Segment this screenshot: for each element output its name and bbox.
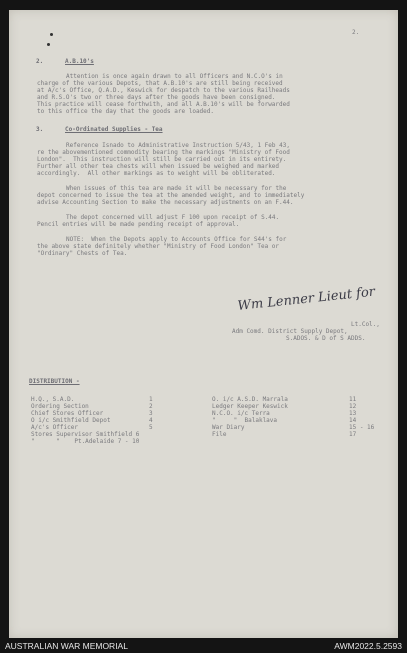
section-3-line: depot concerned to issue the tea at the amended weight, and to immediately [37, 192, 305, 199]
signature-title: Adm Comd. District Supply Depot, [232, 328, 348, 335]
section-3-line: Further all other tea chests will when issued be weighed and marked [37, 163, 280, 170]
section-3-heading: Co-Ordinated Supplies - Tea [65, 126, 163, 133]
section-3-line: Reference Isnado to Administrative Instruction 5/43, 1 Feb 43, [66, 142, 290, 149]
signature-unit: S.ADOS. & D of S ADDS. [286, 335, 366, 342]
distribution-copy: 1 [149, 396, 153, 403]
distribution-copy: 2 [149, 403, 153, 410]
section-2-line: This practice will cease forthwith, and all A.B.10's will be forwarded [37, 101, 290, 108]
distribution-entry: O i/c Smithfield Depot [31, 417, 111, 424]
distribution-copy: 13 [349, 410, 357, 417]
distribution-copy: 11 [349, 396, 357, 403]
footer-institution: AUSTRALIAN WAR MEMORIAL [5, 641, 128, 651]
punch-hole [50, 33, 53, 36]
distribution-heading: DISTRIBUTION - [29, 378, 80, 385]
section-3-line: The depot concerned will adjust F 100 upon receipt of S.44. [66, 214, 280, 221]
section-3-line: accordingly. All other markings as to weight will be obliterated. [37, 170, 276, 177]
distribution-copy: 15 - 16 [349, 424, 375, 431]
section-3-line: advise Accounting Section to make the necessary adjustments on an F.44. [37, 199, 294, 206]
distribution-copy: 17 [349, 431, 357, 438]
distribution-entry: File [212, 431, 227, 438]
distribution-entry: O. i/c A.S.D. Marrala [212, 396, 288, 403]
section-3-line: When issues of this tea are made it will be necessary for the [66, 185, 287, 192]
distribution-copy: 14 [349, 417, 357, 424]
distribution-entry: War Diary [212, 424, 245, 431]
distribution-entry: H.Q., S.A.D. [31, 396, 75, 403]
distribution-entry: Stores Supervisor Smithfield 6 [31, 431, 140, 438]
section-2-line: charge of the various Depots, that A.B.10's are still being received [37, 80, 283, 87]
section-2-line: to this office the day that the goods are loaded. [37, 108, 215, 115]
section-3-line: Pencil entries will be made pending receipt of approval. [37, 221, 240, 228]
section-2-heading: A.B.10's [65, 58, 94, 65]
distribution-copy: 3 [149, 410, 153, 417]
footer-accession-number: AWM2022.5.2593 [334, 641, 402, 651]
distribution-copy: 12 [349, 403, 357, 410]
distribution-copy: 4 [149, 417, 153, 424]
section-2-line: at A/c's Office, Q.A.D., Keswick for despatch to the various Railheads [37, 87, 290, 94]
punch-hole [47, 43, 50, 46]
distribution-copy: 5 [149, 424, 153, 431]
distribution-entry: Ledger Keeper Keswick [212, 403, 288, 410]
section-2-line: and R.S.O's two or three days after the goods have been consigned. [37, 94, 276, 101]
note-line: the above state definitely whether "Ministry of Food London" Tea or [37, 243, 280, 250]
distribution-entry: " " Balaklava [212, 417, 278, 424]
section-3-number: 3. [36, 126, 44, 133]
section-3-line: London". This instruction will still be carried out in its entirety. [37, 156, 287, 163]
section-2-number: 2. [36, 58, 44, 65]
note-line: "Ordinary" Chests of Tea. [37, 250, 128, 257]
note-line: NOTE: When the Depots apply to Accounts Office for S44's for [66, 236, 287, 243]
section-2-line: Attention is once again drawn to all Officers and N.C.O's in [66, 73, 283, 80]
distribution-entry: A/c's Officer [31, 424, 78, 431]
distribution-entry: Chief Stores Officer [31, 410, 104, 417]
distribution-entry: Ordering Section [31, 403, 89, 410]
section-3-line: re the abovementioned commodity bearing the markings "Ministry of Food [37, 149, 290, 156]
distribution-entry: N.C.O. i/c Terra [212, 410, 270, 417]
handwritten-signature: Wm Lenner Lieut for [236, 284, 376, 314]
page-number: 2. [352, 29, 360, 36]
signature-rank: Lt.Col., [351, 321, 380, 328]
distribution-entry: " " Pt.Adelaide 7 - 10 [31, 438, 140, 445]
